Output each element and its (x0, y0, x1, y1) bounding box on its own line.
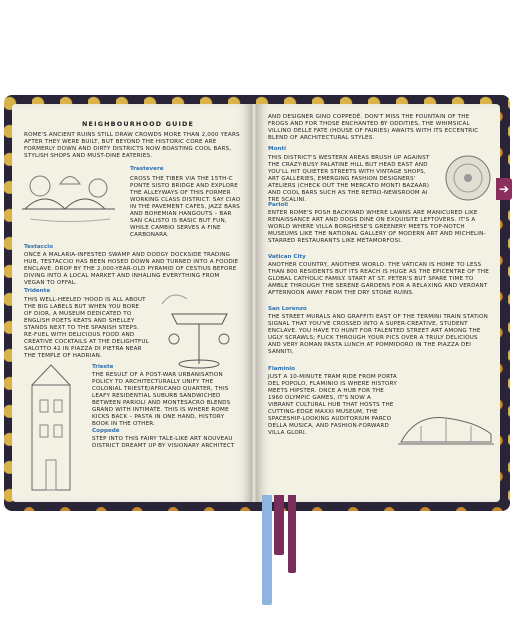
left-page (12, 104, 252, 502)
vatican-text: ANOTHER COUNTRY, ANOTHER WORLD. THE VATICAN IS HOME TO LESS THAN 800 RESIDENTS BUT ITS REACH IS HUGE AS THE EPICENTRE OF THE GLOBAL CATHOLIC FAMILY. START AT ST. PETER'S BUT SPARE TIME TO AMBLE THROUGH THE SERENE GARDENS FOR A RELAXING AND VERDANT AFTERNOON AWAY FROM THE DRY STONE RUINS. (268, 262, 489, 296)
testaccio-heading: Testaccio (24, 244, 54, 250)
flaminio-text: JUST A 10-MINUTE TRAM RIDE FROM PORTA DEL POPOLO, FLAMINIO IS WHERE HISTORY MEETS HIPSTER. ONCE A HUB FOR THE 1960 OLYMPIC GAMES, IT'S NOW A VIBRANT CULTURAL HUB THAT HOSTS THE CUTTING-EDGE MAXXI MUSEUM, THE SPACESHIP-LOOKING AUDITORIUM PARCO DELLA MUSICA, AND FASHION-FORWARD VILLA GLORI. (268, 374, 397, 436)
sanlorenzo-heading: San Lorenzo (268, 306, 307, 312)
tridente-text: THIS WELL-HEELED 'HOOD IS ALL ABOUT THE BIG LABELS BUT WHEN YOU BORE OF DIOR, A MUSEUM DEDICATED TO ENGLISH POETS KEATS AND SHELLEY STANDS NEXT TO THE SPANISH STEPS. RE-FUEL WITH DELICIOUS FOOD AND CREATIVE COCKTAILS AT THE DELIGHTFUL SALOTTO 42 IN PIAZZA DI PIETRA NEAR THE TEMPLE OF HADRIAN. (24, 297, 149, 359)
vatican-heading: Vatican City (268, 254, 306, 260)
page-title: NEIGHBOURHOOD GUIDE (82, 120, 195, 128)
sanlorenzo-text: THE STREET MURALS AND GRAFFITI EAST OF THE TERMINI TRAIN STATION SIGNAL THAT YOU'VE CROSSED INTO A SUPER-CREATIVE, STUDENT ENCLAVE. YOU HAVE TO HUNT FOR TALENTED STREET ART AMONG THE UGLY SCRAWLS; FLICK THROUGH YOUR PICS OVER A TRULY DELICIOUS AND VERY ROMAN PASTA LUNCH AT POMMIDORO IN THE PIAZZA DEI SANNITI. (268, 314, 489, 355)
page-marker-tab[interactable] (496, 178, 512, 200)
monti-text: THIS DISTRICT'S WESTERN AREAS BRUSH UP AGAINST THE CRAZY-BUSY PALATINE HILL BUT HEAD EAST AND YOU'LL HIT QUIETER STREETS WITH VINTAGE SHOPS, ART GALLERIES, EMERGING FASHION DESIGNERS' ATELIERS (CHECK OUT THE MERCATO MONTI BAZAAR) AND COOL BARS SUCH AS THE RETRO-NEWSROOM AI TRE SCALINI. (268, 155, 430, 203)
tridente-heading: Tridente (24, 288, 51, 294)
cafe-illustration (152, 284, 247, 374)
bridge-illustration (20, 164, 120, 234)
coppede-text: STEP INTO THIS FAIRY TALE-LIKE ART NOUVEAU DISTRICT DREAMT UP BY VISIONARY ARCHITECT (92, 436, 235, 449)
intro-text: ROME'S ANCIENT RUINS STILL DRAW CROWDS MORE THAN 2,000 YEARS AFTER THEY WERE BUILT, BUT BEYOND THE HISTORIC CORE ARE FORMERLY DOWN AND DIRTY DISTRICTS NOW BOASTING COOL BARS, STYLISH SHOPS AND MUST-DINE EATERIES. (24, 132, 240, 159)
trieste-text: THE RESULT OF A POST-WAR URBANISATION POLICY TO ARCHITECTURALLY UNIFY THE COLONIAL TRIESTE/AFRICANO QUARTER, THIS LEAFY RESIDENTIAL SUBURB SANDWICHED BETWEEN PARIOLI AND MONTESACRO BLENDS GRAND WITH INTIMATE. THIS IS WHERE ROME KICKS BACK – PASTA IN ONE HAND, HISTORY BOOK IN THE OTHER. (92, 372, 231, 427)
coppede-continued-text: AND DESIGNER GINO COPPEDÈ. DON'T MISS THE FOUNTAIN OF THE FROGS AND FOR THOSE ENCHANTED BY ODDITIES, THE WHIMSICAL VILLINO DELLE FATE (HOUSE OF FAIRIES) AWAITS WITH ITS ECCENTRIC BLEND OF ARCHITECTURAL STYLES. (268, 114, 479, 141)
purple-ribbon-bookmark[interactable] (274, 495, 284, 555)
medallion-illustration (440, 150, 496, 206)
coppede-heading: Coppedè (92, 428, 120, 434)
arrow-right-icon: ➔ (498, 182, 510, 196)
right-page (256, 104, 500, 502)
building-illustration (22, 360, 82, 495)
trieste-heading: Trieste (92, 364, 114, 370)
parioli-text: ENTER ROME'S POSH BACKYARD WHERE LAWNS ARE MANICURED LIKE RENAISSANCE ART AND DOGS DINE ON EXQUISITE LEFTOVERS. IT'S A WORLD WHERE VILLA BORGHESE'S GREENERY MEETS TOP-NOTCH MUSEUMS LIKE THE NATIONAL GALLERY OF MODERN ART AND MICHELIN-STARRED RESTAURANTS LIKE METAMORFOSI. (268, 210, 486, 244)
blue-ribbon-bookmark[interactable] (262, 495, 272, 605)
parioli-heading: Parioli (268, 202, 289, 208)
auditorium-illustration (396, 404, 496, 454)
flaminio-heading: Flaminio (268, 366, 296, 372)
trastevere-text: CROSS THE TIBER VIA THE 15TH-C PONTE SISTO BRIDGE AND EXPLORE THE ALLEYWAYS OF THIS FORMER WORKING CLASS DISTRICT. SAY CIAO IN THE PAVEMENT CAFES, JAZZ BARS AND BOHEMIAN HANGOUTS – BAR SAN CALISTO IS BASIC BUT FUN, WHILE CAMBIO SERVES A FINE CARBONARA. (130, 176, 241, 238)
testaccio-text: ONCE A MALARIA-INFESTED SWAMP AND DODGY DOCKSIDE TRADING HUB, TESTACCIO HAS BEEN HOSED DOWN AND TURNED INTO A FOODIE ENCLAVE. DROP BY THE 2,000-YEAR-OLD PYRAMID OF CESTIUS BEFORE DIVING INTO A LOCAL MARKET AND INHALING EVERYTHING FROM VEGAN TO OFFAL. (24, 252, 239, 286)
monti-heading: Monti (268, 146, 286, 152)
trastevere-heading: Trastevere (130, 166, 164, 172)
elastic-band[interactable] (288, 495, 296, 573)
